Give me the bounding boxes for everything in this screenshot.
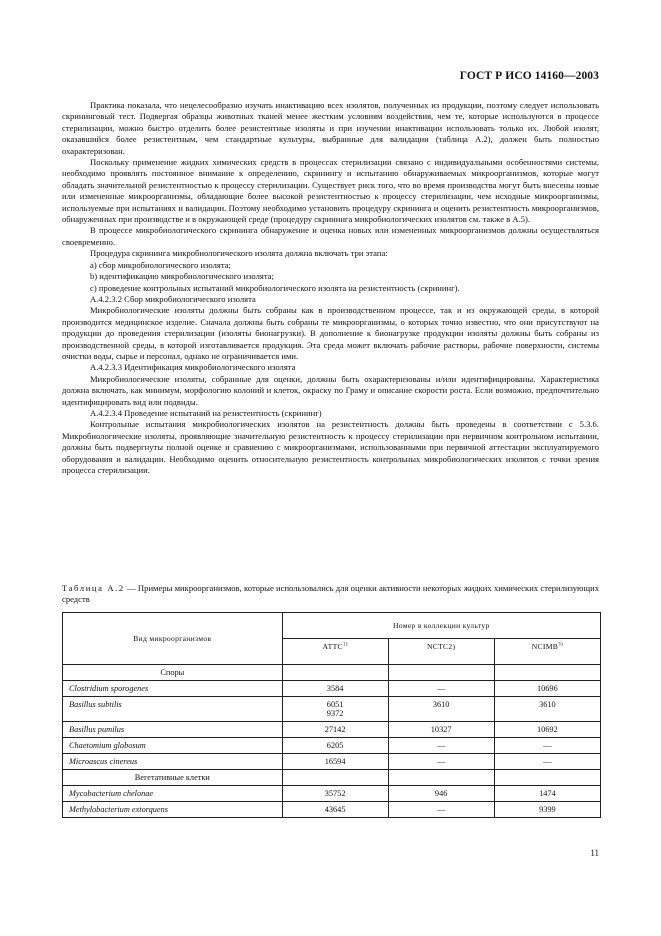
paragraph-liquid-chemicals: Поскольку применение жидких химических средств в процессах стерилизации связано с индивидуальными особенностями системы, необходимо проявлять постоянное внимание к определению, скринингу и испытанию обнаруживаемых микроорганизмов, которые могут обладать значительной резистентностью к процессу стерилизации. Существует риск того, что во время производства могут быть внесены новые или измененные микроорганизмы, обладающие более высокой резистентностью к процессу стерилизации, чем исходные микроорганизмы, используемые при испытаниях и валидации. Поэтому необходимо установить процедуру скрининга и оценить резистентность микроорганизмов, обнаруженных при производстве и в окружающей среде (процедуру скрининга микробиологических изолятов см. также в А.5). [62,157,599,225]
spores-rows [63,681,601,770]
ncimb-number: — [494,738,600,754]
header-atcc: АТТС$^{1)}$ [282,639,388,665]
table-row [63,786,601,802]
nctc-number: 10327 [388,722,494,738]
table-header-row [63,613,601,639]
table-row [63,697,601,722]
paragraph-screening-timely: В процессе микробиологического скрининга обнаружение и оценка новых или измененных микроорганизмов должны осуществляться своевременно. [62,225,599,247]
organism-name: Clostridium sporogenes [63,681,283,697]
nctc-number: — [388,802,494,818]
table-caption [62,583,599,605]
atcc-number: 6051 9372 [282,697,388,722]
header-nctc: NСТС2) [388,639,494,665]
body-text [62,100,599,476]
paragraph-isolate-identification: Микробиологические изоляты, собранные для оценки, должны быть охарактеризованы и/или идентифицированы. Характеристика должна включать, как минимум, морфологию колоний и клеток, окраску по Граму и описание скорости роста. Если возможно, предпочтительно идентифицировать вид или подвиды. [62,373,599,407]
section-row-spores [63,665,601,681]
organism-name: Mycobacterium chelonae [63,786,283,802]
atcc-number: 27142 [282,722,388,738]
list-item-a: a) сбор микробиологического изолята; [90,259,231,270]
section-spores-label: Споры [63,665,283,681]
organism-name: Chaetomium globosum [63,738,283,754]
atcc-number: 35752 [282,786,388,802]
atcc-number: 3584 [282,681,388,697]
organism-name: Methylobacterium extorquens [63,802,283,818]
paragraph-resistance-testing: Контрольные испытания микробиологических изолятов на резистентность должны быть проведены в соответствии с 5.3.6. Микробиологические изоляты, проявляющие значительную резистентность к процессу стерилизации при первичном контрольном испытании, должны быть подвергнуты полной оценке и сравнению с микроорганизмами, использованными при первичной аттестации эксплуатируемого оборудования и валидации. Необходимо оценить относительную резистентность контрольных микробиологических изолятов с точки зрения процесса стерилизации. [62,419,599,475]
microorganisms-table [62,612,601,818]
ncimb-number: 10692 [494,722,600,738]
page-number: 11 [590,848,599,858]
list-item-b: b) идентификацию микробиологического изолята; [90,271,274,282]
vegetative-rows [63,786,601,818]
organism-name: Basillus pumilus [63,722,283,738]
table-row [63,802,601,818]
section-vegetative-label: Вегетативные клетки [63,770,283,786]
organism-name: Microascus cinereus [63,754,283,770]
header-ncimb: NСIМВ$^{3)}$ [494,639,600,665]
table-row [63,681,601,697]
ncimb-number: — [494,754,600,770]
atcc-number: 6205 [282,738,388,754]
paragraph-isolate-collection: Микробиологические изоляты должны быть собраны как в производственном процессе, так и из окружающей среды, в которой производится медицинское изделие. Сначала должны быть собраны те микроорганизмы, о которых точно известно, что они присутствуют на продукции до проведения стерилизации (изоляты бионагрузки). В дополнение к бионагрузке продукции изоляты должны быть собраны из производственной среды, в которой изготавливается продукция. Эта среда может включать рабочие растворы, рабочие поверхности, системы очистки воды, сырье и персонал, однако не ограничивается ими. [62,305,599,361]
header-species: Вид микроорганизмов [63,613,283,665]
table-row [63,754,601,770]
nctc-number: 946 [388,786,494,802]
table-row [63,738,601,754]
nctc-number: — [388,754,494,770]
list-item-c: c) проведение контрольных испытаний микробиологического изолята на резистентность (скрининг). [90,282,460,293]
nctc-number: 3610 [388,697,494,722]
table-label: Таблица А.2 [62,583,125,593]
document-code-header: ГОСТ Р ИСО 14160—2003 [459,70,599,82]
section-heading-a4232: А.4.2.3.2 Сбор микробиологического изолята [90,293,256,304]
ncimb-number: 10696 [494,681,600,697]
section-heading-a4233: А.4.2.3.3 Идентификация микробиологического изолята [90,362,296,373]
ncimb-number: 9399 [494,802,600,818]
ncimb-number: 1474 [494,786,600,802]
header-collection-number: Номер в коллекции культур [282,613,600,639]
paragraph-procedure-stages: Процедура скрининга микробиологического изолята должна включать три этапа: [90,248,388,259]
table-row [63,722,601,738]
section-row-vegetative [63,770,601,786]
atcc-number: 16594 [282,754,388,770]
paragraph-practice: Практика показала, что нецелесообразно изучать инактивацию всех изолятов, полученных из продукции, поэтому следует использовать скрининговый тест. Подвергая образцы животных тканей менее жестким условиям воздействия, чем те, которые используются в процессе стерилизации, можно быстро отделить более резистентные изоляты и при изучении инактивации использовать только их. Любой изолят, оказавшийся более резистентным, чем стандартные культуры, выбранные для валидации (таблица А.2), должен быть полностью охарактеризован. [62,100,599,156]
ncimb-number: 3610 [494,697,600,722]
organism-name: Basillus subtilis [63,697,283,722]
atcc-number: 43645 [282,802,388,818]
nctc-number: — [388,681,494,697]
table-caption-text: — Примеры микроорганизмов, которые использовались для оценки активности некоторых жидких химических стерилизующих средств [62,583,599,604]
section-heading-a4234: А.4.2.3.4 Проведение испытаний на резистентность (скрининг) [90,407,322,418]
nctc-number: — [388,738,494,754]
